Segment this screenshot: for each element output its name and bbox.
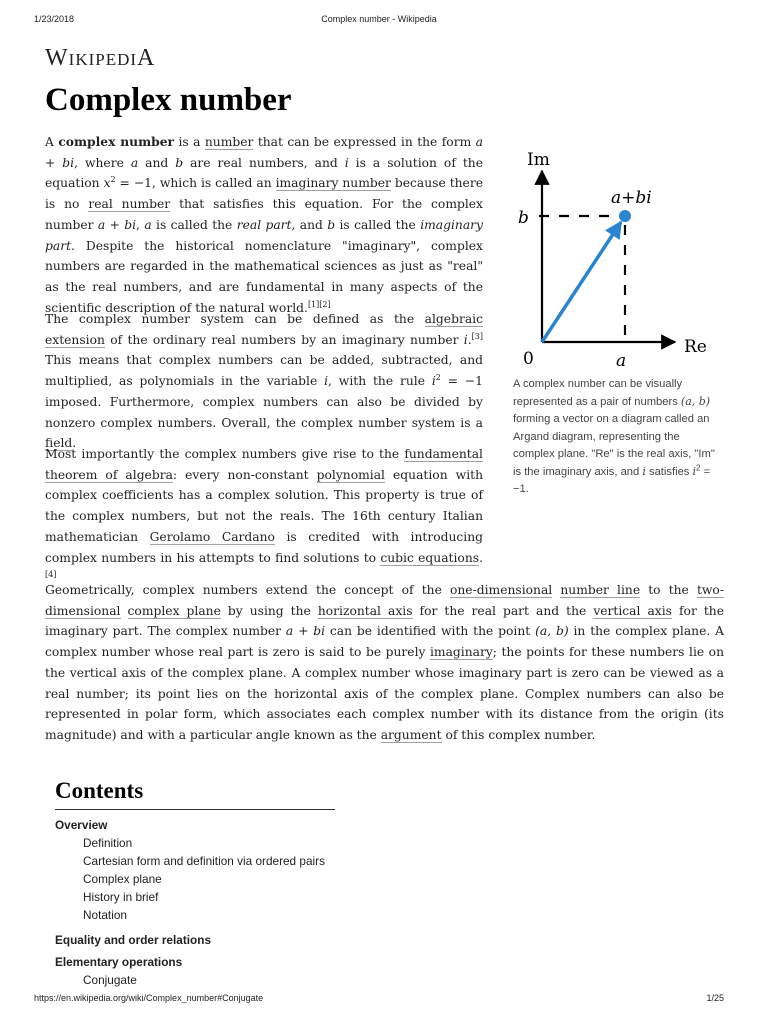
intro-paragraph-1: A complex number is a number that can be expressed in the form a + bi, where a and b are real numbers, and i is a solution of the equation $x^2 = -1$, which is called an imaginary number because there is no real number that satisfies this equation. For the complex number a + bi, a is called the real part, and b is called the imaginary part. Despite the historical nomenclature "imaginary", complex numbers are regarded in the mathematical sciences as just as "real" as the real numbers, and are fundamental in many aspects of the scientific description of the natural world.[1][2] xyxy=(45,134,484,315)
ref-2[interactable]: [2] xyxy=(319,299,331,309)
toc-item-elementary-operations[interactable]: Elementary operations xyxy=(55,955,183,969)
figure-caption: A complex number can be visually represented as a pair of numbers (a, b) forming a vector on a diagram called an Argand diagram, representing the complex plane. "Re" is the real axis, "Im" is the imaginary axis, and i satisfies $i^2 = -1$. xyxy=(513,378,715,496)
toc-item-definition[interactable]: Definition xyxy=(83,836,133,850)
intro-paragraph-3: Most importantly the complex numbers give rise to the fundamental theorem of algebra: every non-constant polynomial equation with complex coefficients has a complex solution. This property is true of the complex numbers, but not the reals. The 16th century Italian mathematician Gerolamo Cardano is credited with introducing complex numbers in his attempts to find solutions to cubic equations.[4] xyxy=(45,447,483,580)
complex-vector-arrow xyxy=(542,222,621,342)
link-cubic-equations[interactable]: cubic equations xyxy=(380,550,480,565)
link-complex-plane[interactable]: complex plane xyxy=(127,603,221,618)
toc-item-equality-order[interactable]: Equality and order relations xyxy=(55,933,212,947)
toc-item-notation[interactable]: Notation xyxy=(83,908,127,922)
link-polynomial[interactable]: polynomial xyxy=(316,467,385,482)
label-b: b xyxy=(518,208,529,228)
ref-3[interactable]: [3] xyxy=(471,331,483,341)
toc-item-complex-plane[interactable]: Complex plane xyxy=(83,872,162,886)
ref-4[interactable]: [4] xyxy=(45,570,57,580)
toc-heading: Contents xyxy=(55,778,335,810)
print-title: Complex number - Wikipedia xyxy=(321,14,437,24)
complex-point xyxy=(619,210,631,222)
link-one-dimensional[interactable]: one-dimensional xyxy=(449,583,553,597)
toc-item-overview[interactable]: Overview xyxy=(55,818,108,832)
link-real-number[interactable]: real number xyxy=(88,197,171,212)
label-re: Re xyxy=(684,337,707,357)
print-date: 1/23/2018 xyxy=(34,14,75,24)
print-footer xyxy=(34,993,724,1007)
ref-1[interactable]: [1] xyxy=(307,299,320,309)
wikipedia-wordmark[interactable]: WIKIPEDIA xyxy=(45,45,156,71)
intro-paragraph-2: The complex number system can be defined as the algebraic extension of the ordinary real numbers by an imaginary number i.[3] This means that complex numbers can be added, subtracted, and multiplied, as polynomials in the variable i, with the rule $i^2 = -1$ imposed. Furthermore, complex numbers can also be divided by nonzero complex numbers. Overall, the complex number system is a field. xyxy=(45,312,483,451)
link-field[interactable]: field xyxy=(45,436,73,451)
link-horizontal-axis[interactable]: horizontal axis xyxy=(317,603,413,618)
link-number[interactable]: number xyxy=(204,135,254,149)
toc-item-cartesian-form[interactable]: Cartesian form and definition via ordered pairs xyxy=(83,854,325,868)
link-algebraic-extension[interactable]: algebraic extension xyxy=(45,312,483,347)
label-point: a+bi xyxy=(611,188,652,208)
link-vertical-axis[interactable]: vertical axis xyxy=(593,603,672,618)
link-gerolamo-cardano[interactable]: Gerolamo Cardano xyxy=(149,529,275,544)
label-a: a xyxy=(616,351,627,370)
print-url: https://en.wikipedia.org/wiki/Complex_number#Conjugate xyxy=(34,993,264,1003)
argand-diagram[interactable] xyxy=(509,145,723,370)
link-number-line[interactable]: number line xyxy=(560,583,641,597)
link-fundamental-theorem[interactable]: fundamental theorem of algebra xyxy=(45,447,483,482)
link-two-dimensional[interactable]: two-dimensional xyxy=(45,583,724,618)
print-page-number: 1/25 xyxy=(706,993,724,1003)
label-im: Im xyxy=(527,150,550,170)
page-title: Complex number xyxy=(45,82,292,118)
geometry-paragraph: Geometrically, complex numbers extend the concept of the one-dimensional number line to the two-dimensional complex plane by using the horizontal axis for the real part and the vertical axis for the imaginary part. The complex number a + bi can be identified with the point (a, b) in the complex plane. A complex number whose real part is zero is said to be purely imaginary; the points for these numbers lie on the vertical axis of the complex plane. A complex number whose imaginary part is zero can be viewed as a real number; its point lies on the horizontal axis of the complex plane. Complex numbers can also be represented in polar form, which associates each complex number with its distance from the origin (its magnitude) and with a particular angle known as the argument of this complex number. xyxy=(45,583,725,742)
link-argument[interactable]: argument xyxy=(380,727,442,742)
label-origin: 0 xyxy=(523,349,534,369)
toc-item-conjugate[interactable]: Conjugate xyxy=(83,973,137,987)
toc-item-history[interactable]: History in brief xyxy=(83,890,159,904)
print-header xyxy=(34,14,724,28)
argand-diagram-figure xyxy=(509,145,723,515)
link-imaginary-number[interactable]: imaginary number xyxy=(275,176,391,191)
link-imaginary[interactable]: imaginary xyxy=(429,645,493,660)
